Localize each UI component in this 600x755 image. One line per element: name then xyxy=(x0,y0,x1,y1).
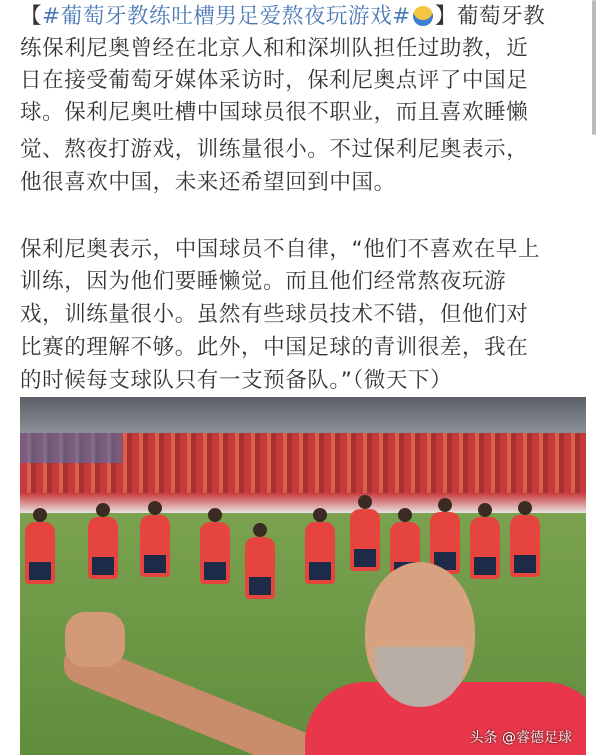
thumbs-up-hand xyxy=(65,612,125,667)
player xyxy=(25,522,55,584)
post-line: 保利尼奥表示，中国球员不自律，“他们不喜欢在早上 xyxy=(20,237,541,262)
player xyxy=(200,522,230,584)
player xyxy=(350,509,380,571)
post-line: 他很喜欢中国，未来还希望回到中国。 xyxy=(20,170,396,195)
bracket: 【 xyxy=(20,4,43,29)
post-photo[interactable] xyxy=(20,397,586,755)
player xyxy=(510,515,540,577)
crowd-shade xyxy=(20,433,586,463)
player xyxy=(245,537,275,599)
post-line: 练保利尼奥曾经在北京人和和深圳队担任过助教，近 xyxy=(20,36,529,61)
hashtag-link[interactable]: #葡萄牙教练吐槽男足爱熬夜玩游戏# xyxy=(42,4,411,29)
post-line: 训练，因为他们要睡懒觉。而且他们经常熬夜玩游 xyxy=(20,269,507,294)
post-first-line xyxy=(20,1,545,33)
player xyxy=(88,517,118,579)
post-line: 比赛的理解不够。此外，中国足球的青训很差，我在 xyxy=(20,335,529,360)
post-line: 的时候每支球队只有一支预备队。”（微天下） xyxy=(20,368,453,393)
post-text: 】葡萄牙教 xyxy=(434,4,546,29)
scrollbar[interactable] xyxy=(592,0,596,135)
watermark: 头条 @睿德足球 xyxy=(469,730,572,746)
post-line: 戏，训练量很小。虽然有些球员技术不错，但他们对 xyxy=(20,302,529,327)
player xyxy=(305,522,335,584)
post-line: 日在接受葡萄牙媒体采访时，保利尼奥点评了中国足 xyxy=(20,68,529,93)
post-line: 球。保利尼奥吐槽中国球员很不职业，而且喜欢睡懒 xyxy=(20,100,529,125)
player xyxy=(140,515,170,577)
shrug-emoji-icon xyxy=(413,6,433,26)
player xyxy=(470,517,500,579)
post-line: 觉、熬夜打游戏，训练量很小。不过保利尼奥表示， xyxy=(20,137,529,162)
stadium-roof xyxy=(20,397,586,435)
